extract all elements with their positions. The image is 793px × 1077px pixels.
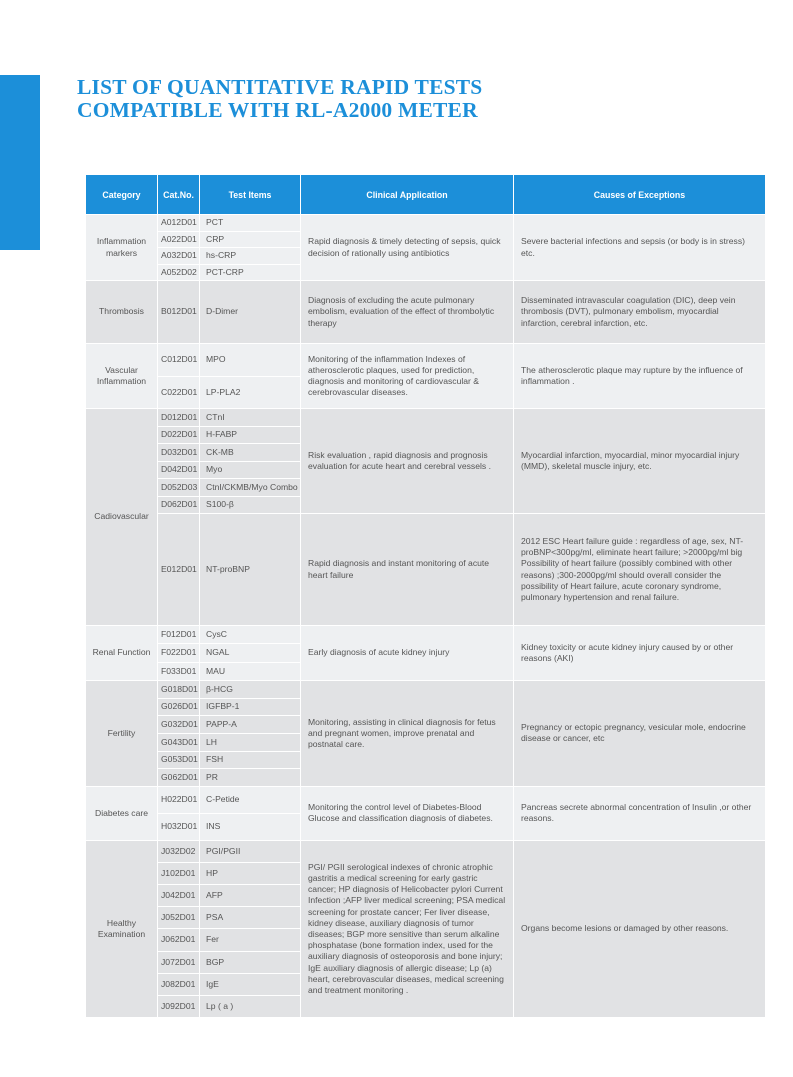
test-item-cell: CRP bbox=[200, 231, 301, 248]
causes-cell: Myocardial infarction, myocardial, minor myocardial injury (MMD), skeletal muscle injury, etc. bbox=[514, 409, 766, 514]
test-item-cell: IgE bbox=[200, 973, 301, 995]
test-item-cell: PAPP-A bbox=[200, 716, 301, 734]
category-cell: Fertility bbox=[86, 680, 158, 786]
test-item-cell: NT-proBNP bbox=[200, 514, 301, 626]
cat-no-cell: J082D01 bbox=[158, 973, 200, 995]
test-item-cell: S100-β bbox=[200, 496, 301, 514]
test-item-cell: hs-CRP bbox=[200, 248, 301, 265]
test-item-cell: FSH bbox=[200, 751, 301, 769]
header-test-items: Test Items bbox=[200, 175, 301, 215]
cat-no-cell: A012D01 bbox=[158, 215, 200, 232]
test-item-cell: LP-PLA2 bbox=[200, 376, 301, 409]
category-cell: Diabetes care bbox=[86, 786, 158, 840]
cat-no-cell: J092D01 bbox=[158, 995, 200, 1017]
test-item-cell: CTnI bbox=[200, 409, 301, 427]
causes-cell: Severe bacterial infections and sepsis (or body is in stress) etc. bbox=[514, 215, 766, 281]
clinical-application-cell: Monitoring of the inflammation Indexes of atherosclerotic plaques, used for prediction, diagnosis and monitoring of cardiovascular & cerebrovascular diseases. bbox=[301, 344, 514, 409]
cat-no-cell: H032D01 bbox=[158, 813, 200, 840]
cat-no-cell: D012D01 bbox=[158, 409, 200, 427]
category-cell: Renal Function bbox=[86, 626, 158, 681]
cat-no-cell: C012D01 bbox=[158, 344, 200, 377]
cat-no-cell: A032D01 bbox=[158, 248, 200, 265]
cat-no-cell: F033D01 bbox=[158, 662, 200, 680]
cat-no-cell: J032D02 bbox=[158, 840, 200, 862]
test-item-cell: β-HCG bbox=[200, 680, 301, 698]
test-item-cell: MAU bbox=[200, 662, 301, 680]
test-item-cell: AFP bbox=[200, 885, 301, 907]
causes-cell: Disseminated intravascular coagulation (DIC), deep vein thrombosis (DVT), pulmonary embolism, myocardial infarction, cerebral infarction, etc. bbox=[514, 281, 766, 344]
cat-no-cell: A022D01 bbox=[158, 231, 200, 248]
clinical-application-cell: PGI/ PGII serological indexes of chronic atrophic gastritis a medical screening for early gastric cancer; HP diagnosis of Helicobacter pylori Current Infection ;AFP liver medical screening; PSA medical screening for prostate cancer; Fer liver disease, kidney disease, auxiliary diagnosis of tumor diseases; BGP more sensitive than serum alkaline phosphatase (bone formation index, used for the auxiliary diagnosis of osteoporosis and bone injury; IgE auxiliary diagnosis of allergic disease; Lp (a) heart, cerebrovascular diseases, medical screening and treatment monitoring . bbox=[301, 840, 514, 1017]
title-line-1: LIST OF QUANTITATIVE RAPID TESTS bbox=[77, 75, 483, 99]
causes-cell: Organs become lesions or damaged by other reasons. bbox=[514, 840, 766, 1017]
cat-no-cell: G053D01 bbox=[158, 751, 200, 769]
table-row bbox=[86, 344, 766, 377]
cat-no-cell: G062D01 bbox=[158, 769, 200, 787]
clinical-application-cell: Risk evaluation , rapid diagnosis and prognosis evaluation for acute heart and cerebral vessels . bbox=[301, 409, 514, 514]
cat-no-cell: J042D01 bbox=[158, 885, 200, 907]
causes-cell: 2012 ESC Heart failure guide : regardless of age, sex, NT-proBNP<300pg/ml, eliminate heart failure; >2000pg/ml big Possibility of heart failure (possibly combined with other reasons) ;300-2000pg/ml should overall consider the possibility of Heart failure, acute coronary syndrome, pulmonary hypertension and renal failure. bbox=[514, 514, 766, 626]
table-row bbox=[86, 281, 766, 344]
cat-no-cell: G043D01 bbox=[158, 733, 200, 751]
cat-no-cell: D032D01 bbox=[158, 444, 200, 462]
test-item-cell: IGFBP-1 bbox=[200, 698, 301, 716]
accent-bar bbox=[0, 75, 40, 250]
cat-no-cell: B012D01 bbox=[158, 281, 200, 344]
clinical-application-cell: Rapid diagnosis and instant monitoring of acute heart failure bbox=[301, 514, 514, 626]
causes-cell: Pregnancy or ectopic pregnancy, vesicular mole, endocrine disease or cancer, etc bbox=[514, 680, 766, 786]
test-item-cell: CtnI/CKMB/Myo Combo bbox=[200, 479, 301, 497]
category-cell: Cadiovascular bbox=[86, 409, 158, 626]
cat-no-cell: G026D01 bbox=[158, 698, 200, 716]
clinical-application-cell: Monitoring the control level of Diabetes-Blood Glucose and classification diagnosis of diabetes. bbox=[301, 786, 514, 840]
test-item-cell: PR bbox=[200, 769, 301, 787]
table-row bbox=[86, 840, 766, 862]
cat-no-cell: J102D01 bbox=[158, 863, 200, 885]
test-item-cell: INS bbox=[200, 813, 301, 840]
table-row bbox=[86, 786, 766, 813]
cat-no-cell: G032D01 bbox=[158, 716, 200, 734]
tests-table bbox=[85, 175, 766, 1018]
causes-cell: Kidney toxicity or acute kidney injury caused by or other reasons (AKI) bbox=[514, 626, 766, 681]
header-cat-no: Cat.No. bbox=[158, 175, 200, 215]
clinical-application-cell: Early diagnosis of acute kidney injury bbox=[301, 626, 514, 681]
test-item-cell: Lp ( a ) bbox=[200, 995, 301, 1017]
table-row bbox=[86, 409, 766, 427]
test-item-cell: CK-MB bbox=[200, 444, 301, 462]
cat-no-cell: J072D01 bbox=[158, 951, 200, 973]
cat-no-cell: D022D01 bbox=[158, 426, 200, 444]
header-category: Category bbox=[86, 175, 158, 215]
cat-no-cell: J062D01 bbox=[158, 929, 200, 951]
test-item-cell: C-Petide bbox=[200, 786, 301, 813]
cat-no-cell: D052D03 bbox=[158, 479, 200, 497]
cat-no-cell: G018D01 bbox=[158, 680, 200, 698]
test-item-cell: LH bbox=[200, 733, 301, 751]
table-row bbox=[86, 514, 766, 626]
causes-cell: The atherosclerotic plaque may rupture by the influence of inflammation . bbox=[514, 344, 766, 409]
cat-no-cell: E012D01 bbox=[158, 514, 200, 626]
header-clinical-application: Clinical Application bbox=[301, 175, 514, 215]
test-item-cell: PCT-CRP bbox=[200, 264, 301, 281]
test-item-cell: PGI/PGII bbox=[200, 840, 301, 862]
clinical-application-cell: Monitoring, assisting in clinical diagnosis for fetus and pregnant women, improve prenatal and postnatal care. bbox=[301, 680, 514, 786]
cat-no-cell: C022D01 bbox=[158, 376, 200, 409]
cat-no-cell: J052D01 bbox=[158, 907, 200, 929]
table-row bbox=[86, 680, 766, 698]
test-item-cell: HP bbox=[200, 863, 301, 885]
causes-cell: Pancreas secrete abnormal concentration of Insulin ,or other reasons. bbox=[514, 786, 766, 840]
category-cell: Inflammation markers bbox=[86, 215, 158, 281]
test-item-cell: D-Dimer bbox=[200, 281, 301, 344]
cat-no-cell: F012D01 bbox=[158, 626, 200, 644]
header-causes-of-exceptions: Causes of Exceptions bbox=[514, 175, 766, 215]
category-cell: Vascular Inflammation bbox=[86, 344, 158, 409]
table-header bbox=[86, 175, 766, 215]
test-item-cell: PSA bbox=[200, 907, 301, 929]
test-item-cell: PCT bbox=[200, 215, 301, 232]
page-title bbox=[77, 76, 482, 122]
category-cell: Healthy Examination bbox=[86, 840, 158, 1017]
clinical-application-cell: Rapid diagnosis & timely detecting of sepsis, quick decision of rationally using antibiotics bbox=[301, 215, 514, 281]
cat-no-cell: D042D01 bbox=[158, 461, 200, 479]
test-item-cell: Fer bbox=[200, 929, 301, 951]
clinical-application-cell: Diagnosis of excluding the acute pulmonary embolism, evaluation of the effect of thrombolytic therapy bbox=[301, 281, 514, 344]
test-item-cell: BGP bbox=[200, 951, 301, 973]
cat-no-cell: F022D01 bbox=[158, 644, 200, 662]
title-line-2: COMPATIBLE WITH RL-A2000 METER bbox=[77, 98, 478, 122]
test-item-cell: NGAL bbox=[200, 644, 301, 662]
cat-no-cell: D062D01 bbox=[158, 496, 200, 514]
category-cell: Thrombosis bbox=[86, 281, 158, 344]
table-row bbox=[86, 626, 766, 644]
test-item-cell: H-FABP bbox=[200, 426, 301, 444]
test-item-cell: Myo bbox=[200, 461, 301, 479]
cat-no-cell: H022D01 bbox=[158, 786, 200, 813]
test-item-cell: CysC bbox=[200, 626, 301, 644]
table-row bbox=[86, 215, 766, 232]
cat-no-cell: A052D02 bbox=[158, 264, 200, 281]
test-item-cell: MPO bbox=[200, 344, 301, 377]
